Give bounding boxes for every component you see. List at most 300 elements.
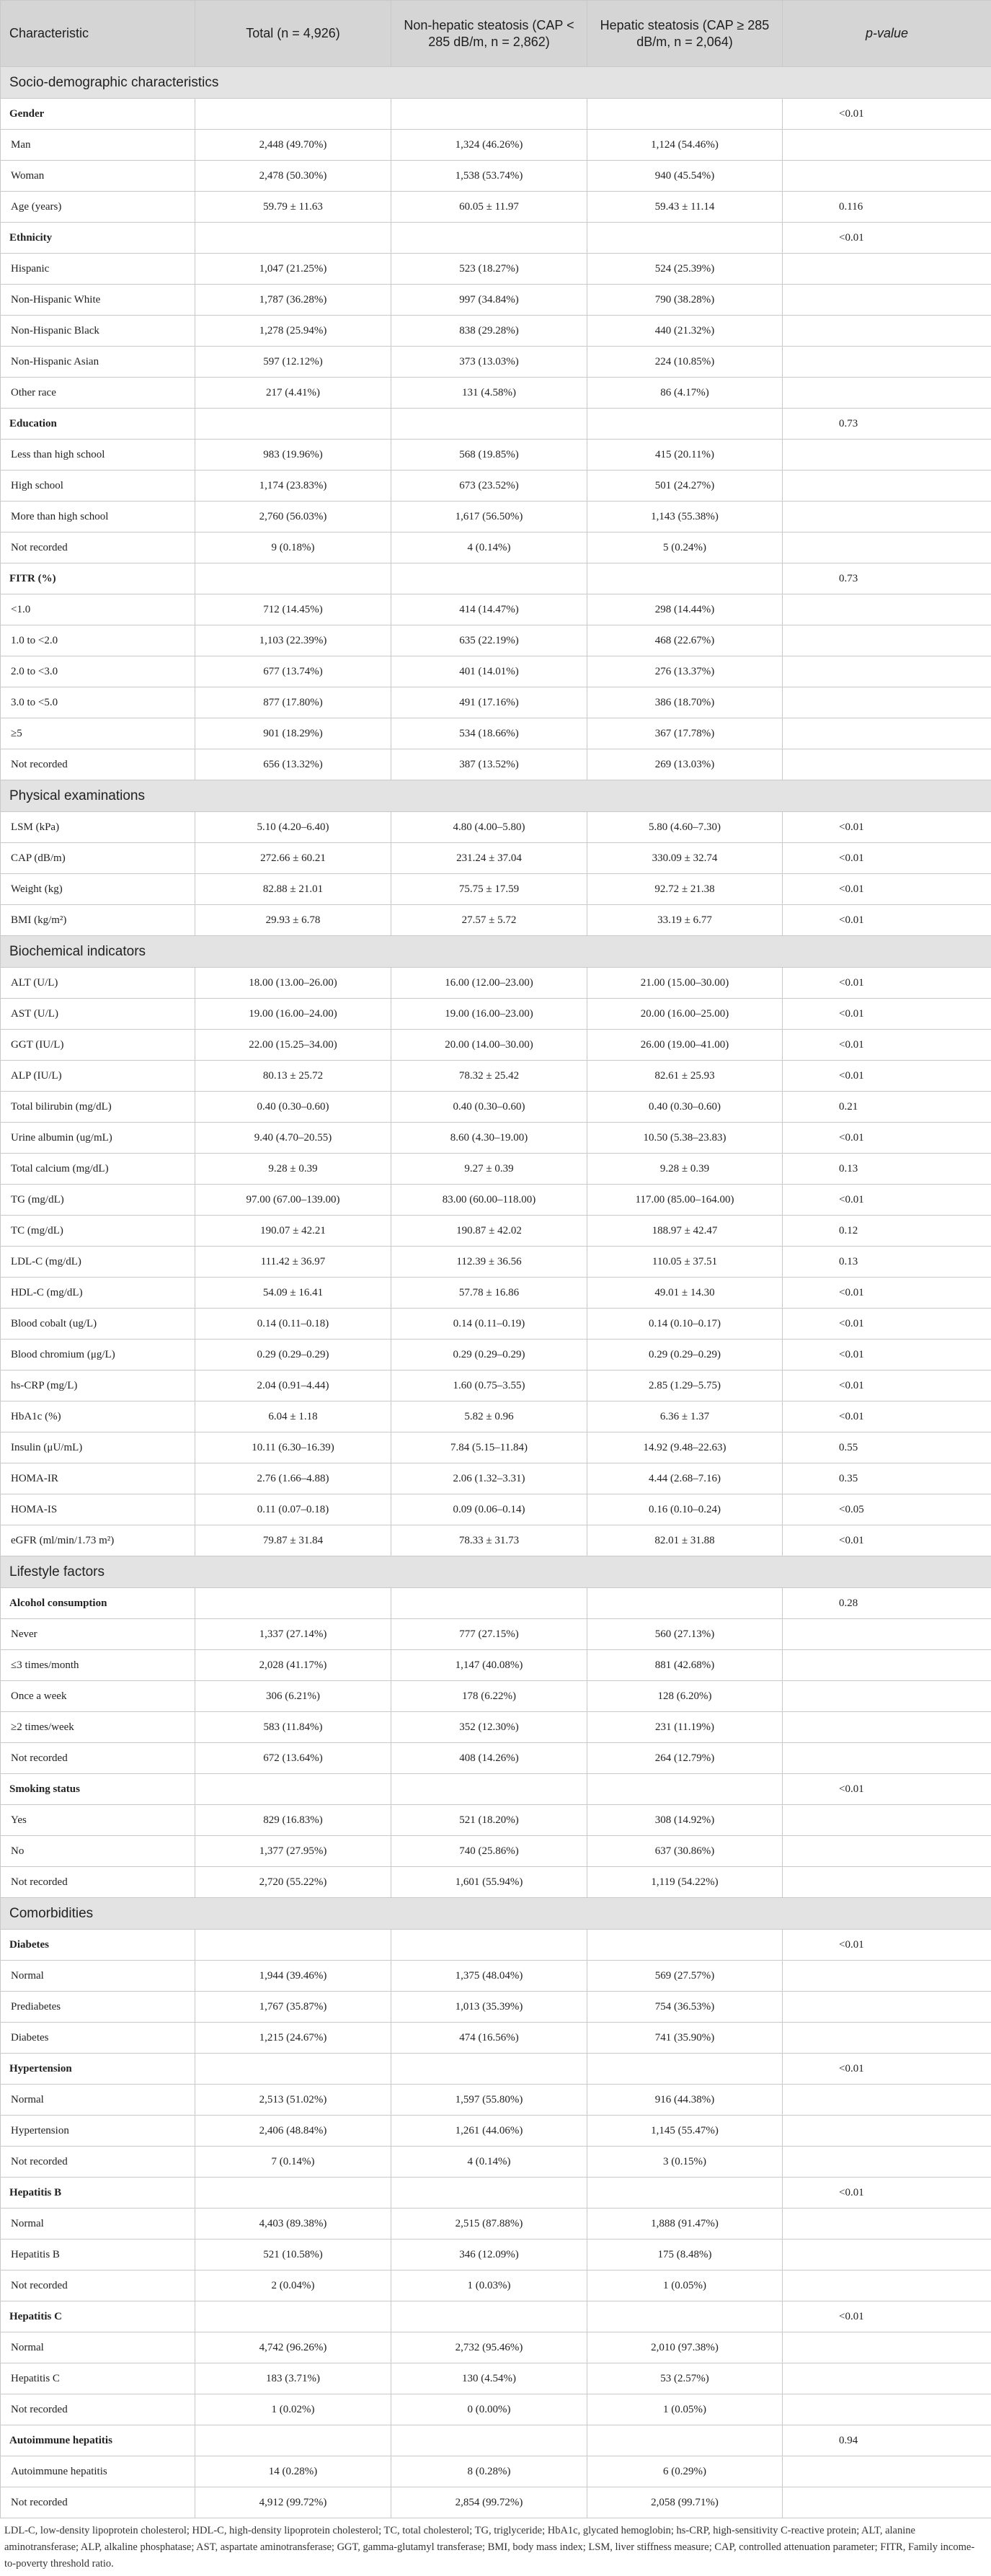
- non-hepatic-cell: [391, 2425, 587, 2456]
- table-row: [1, 2023, 991, 2054]
- total-cell: 59.79 ± 11.63: [195, 192, 391, 223]
- header-hepatic: Hepatic steatosis (CAP ≥ 285 dB/m, n = 2,064): [587, 1, 783, 67]
- section-title: Biochemical indicators: [1, 936, 991, 968]
- hepatic-cell: 0.40 (0.30–0.60): [587, 1092, 783, 1123]
- section-title: Socio-demographic characteristics: [1, 67, 991, 99]
- total-cell: [195, 1930, 391, 1961]
- non-hepatic-cell: 0 (0.00%): [391, 2394, 587, 2425]
- table-row: [1, 130, 991, 161]
- row-label: Hepatitis C: [1, 2301, 195, 2332]
- hepatic-cell: 754 (36.53%): [587, 1992, 783, 2023]
- total-cell: 583 (11.84%): [195, 1712, 391, 1743]
- header-row: [1, 1, 991, 67]
- non-hepatic-cell: 8.60 (4.30–19.00): [391, 1123, 587, 1154]
- non-hepatic-cell: 997 (34.84%): [391, 285, 587, 316]
- hepatic-cell: 501 (24.27%): [587, 471, 783, 502]
- group-row: [1, 223, 991, 254]
- total-cell: 19.00 (16.00–24.00): [195, 999, 391, 1030]
- non-hepatic-cell: 1,538 (53.74%): [391, 161, 587, 192]
- table-row: [1, 1805, 991, 1836]
- non-hepatic-cell: 534 (18.66%): [391, 718, 587, 749]
- total-cell: 111.42 ± 36.97: [195, 1247, 391, 1278]
- header-total: Total (n = 4,926): [195, 1, 391, 67]
- pvalue-cell: [783, 2456, 991, 2487]
- hepatic-cell: 0.29 (0.29–0.29): [587, 1340, 783, 1371]
- pvalue-cell: [783, 2209, 991, 2239]
- table-row: [1, 2116, 991, 2147]
- row-label: Smoking status: [1, 1774, 195, 1805]
- row-label: ≤3 times/month: [1, 1650, 195, 1681]
- total-cell: 29.93 ± 6.78: [195, 905, 391, 936]
- table-row: [1, 999, 991, 1030]
- row-label: Total bilirubin (mg/dL): [1, 1092, 195, 1123]
- total-cell: 1,215 (24.67%): [195, 2023, 391, 2054]
- non-hepatic-cell: [391, 223, 587, 254]
- table-row: [1, 2239, 991, 2270]
- total-cell: 1,278 (25.94%): [195, 316, 391, 347]
- row-label: Once a week: [1, 1681, 195, 1712]
- non-hepatic-cell: 521 (18.20%): [391, 1805, 587, 1836]
- total-cell: 2,760 (56.03%): [195, 502, 391, 532]
- row-label: HOMA-IS: [1, 1494, 195, 1525]
- non-hepatic-cell: 414 (14.47%): [391, 594, 587, 625]
- non-hepatic-cell: 16.00 (12.00–23.00): [391, 968, 587, 999]
- hepatic-cell: 264 (12.79%): [587, 1743, 783, 1774]
- row-label: ≥2 times/week: [1, 1712, 195, 1743]
- non-hepatic-cell: 112.39 ± 36.56: [391, 1247, 587, 1278]
- table-body: [1, 67, 991, 2518]
- total-cell: 97.00 (67.00–139.00): [195, 1185, 391, 1216]
- row-label: Not recorded: [1, 2394, 195, 2425]
- section-row: [1, 67, 991, 99]
- row-label: Hypertension: [1, 2116, 195, 2147]
- row-label: Less than high school: [1, 440, 195, 471]
- table-row: [1, 532, 991, 563]
- row-label: TC (mg/dL): [1, 1216, 195, 1247]
- non-hepatic-cell: [391, 1930, 587, 1961]
- table-row: [1, 1961, 991, 1992]
- table-row: [1, 502, 991, 532]
- non-hepatic-cell: [391, 409, 587, 440]
- non-hepatic-cell: 1,013 (35.39%): [391, 1992, 587, 2023]
- hepatic-cell: 569 (27.57%): [587, 1961, 783, 1992]
- pvalue-cell: <0.05: [783, 1494, 991, 1525]
- total-cell: 1 (0.02%): [195, 2394, 391, 2425]
- non-hepatic-cell: 4 (0.14%): [391, 2147, 587, 2178]
- pvalue-cell: [783, 1961, 991, 1992]
- hepatic-cell: [587, 2178, 783, 2209]
- table-row: [1, 843, 991, 874]
- table-row: [1, 2487, 991, 2518]
- pvalue-cell: [783, 2023, 991, 2054]
- pvalue-cell: [783, 2270, 991, 2301]
- pvalue-cell: <0.01: [783, 2301, 991, 2332]
- total-cell: 1,337 (27.14%): [195, 1619, 391, 1650]
- row-label: ALP (IU/L): [1, 1061, 195, 1092]
- total-cell: 4,403 (89.38%): [195, 2209, 391, 2239]
- non-hepatic-cell: 57.78 ± 16.86: [391, 1278, 587, 1309]
- hepatic-cell: 231 (11.19%): [587, 1712, 783, 1743]
- row-label: HDL-C (mg/dL): [1, 1278, 195, 1309]
- table-row: [1, 161, 991, 192]
- hepatic-cell: 0.16 (0.10–0.24): [587, 1494, 783, 1525]
- pvalue-cell: [783, 625, 991, 656]
- total-cell: 656 (13.32%): [195, 749, 391, 780]
- table-row: [1, 192, 991, 223]
- hepatic-cell: 308 (14.92%): [587, 1805, 783, 1836]
- hepatic-cell: 59.43 ± 11.14: [587, 192, 783, 223]
- row-label: HOMA-IR: [1, 1463, 195, 1494]
- hepatic-cell: 82.61 ± 25.93: [587, 1061, 783, 1092]
- pvalue-cell: <0.01: [783, 1309, 991, 1340]
- row-label: Normal: [1, 2085, 195, 2116]
- pvalue-cell: [783, 502, 991, 532]
- hepatic-cell: 224 (10.85%): [587, 347, 783, 378]
- total-cell: 5.10 (4.20–6.40): [195, 812, 391, 843]
- hepatic-cell: 128 (6.20%): [587, 1681, 783, 1712]
- table-row: [1, 1743, 991, 1774]
- non-hepatic-cell: 1,324 (46.26%): [391, 130, 587, 161]
- hepatic-cell: [587, 563, 783, 594]
- total-cell: 983 (19.96%): [195, 440, 391, 471]
- total-cell: 597 (12.12%): [195, 347, 391, 378]
- row-label: GGT (IU/L): [1, 1030, 195, 1061]
- hepatic-cell: 49.01 ± 14.30: [587, 1278, 783, 1309]
- table-row: [1, 2394, 991, 2425]
- total-cell: 79.87 ± 31.84: [195, 1525, 391, 1556]
- total-cell: [195, 2425, 391, 2456]
- table-row: [1, 2363, 991, 2394]
- total-cell: 2,028 (41.17%): [195, 1650, 391, 1681]
- row-label: Total calcium (mg/dL): [1, 1154, 195, 1185]
- row-label: TG (mg/dL): [1, 1185, 195, 1216]
- row-label: Blood chromium (μg/L): [1, 1340, 195, 1371]
- table-row: [1, 1123, 991, 1154]
- non-hepatic-cell: 635 (22.19%): [391, 625, 587, 656]
- row-label: ≥5: [1, 718, 195, 749]
- hepatic-cell: 188.97 ± 42.47: [587, 1216, 783, 1247]
- non-hepatic-cell: 373 (13.03%): [391, 347, 587, 378]
- pvalue-cell: [783, 1743, 991, 1774]
- non-hepatic-cell: 474 (16.56%): [391, 2023, 587, 2054]
- group-row: [1, 409, 991, 440]
- pvalue-cell: 0.55: [783, 1432, 991, 1463]
- group-row: [1, 1930, 991, 1961]
- row-label: Yes: [1, 1805, 195, 1836]
- row-label: No: [1, 1836, 195, 1867]
- hepatic-cell: 110.05 ± 37.51: [587, 1247, 783, 1278]
- table-row: [1, 1247, 991, 1278]
- total-cell: [195, 2178, 391, 2209]
- hepatic-cell: [587, 1588, 783, 1619]
- section-title: Physical examinations: [1, 780, 991, 812]
- pvalue-cell: <0.01: [783, 1930, 991, 1961]
- hepatic-cell: 560 (27.13%): [587, 1619, 783, 1650]
- total-cell: 712 (14.45%): [195, 594, 391, 625]
- total-cell: 306 (6.21%): [195, 1681, 391, 1712]
- table-row: [1, 812, 991, 843]
- hepatic-cell: 33.19 ± 6.77: [587, 905, 783, 936]
- hepatic-cell: 0.14 (0.10–0.17): [587, 1309, 783, 1340]
- pvalue-cell: [783, 161, 991, 192]
- section-row: [1, 1556, 991, 1588]
- pvalue-cell: <0.01: [783, 99, 991, 130]
- row-label: Normal: [1, 2209, 195, 2239]
- group-row: [1, 2425, 991, 2456]
- section-title: Lifestyle factors: [1, 1556, 991, 1588]
- total-cell: 9.40 (4.70–20.55): [195, 1123, 391, 1154]
- hepatic-cell: 1 (0.05%): [587, 2394, 783, 2425]
- row-label: LSM (kPa): [1, 812, 195, 843]
- table-row: [1, 2332, 991, 2363]
- hepatic-cell: 741 (35.90%): [587, 2023, 783, 2054]
- total-cell: 7 (0.14%): [195, 2147, 391, 2178]
- row-label: Woman: [1, 161, 195, 192]
- table-row: [1, 378, 991, 409]
- non-hepatic-cell: 78.33 ± 31.73: [391, 1525, 587, 1556]
- non-hepatic-cell: 838 (29.28%): [391, 316, 587, 347]
- pvalue-cell: [783, 749, 991, 780]
- total-cell: 521 (10.58%): [195, 2239, 391, 2270]
- pvalue-cell: [783, 130, 991, 161]
- hepatic-cell: [587, 99, 783, 130]
- section-title: Comorbidities: [1, 1898, 991, 1930]
- hepatic-cell: 881 (42.68%): [587, 1650, 783, 1681]
- non-hepatic-cell: 673 (23.52%): [391, 471, 587, 502]
- pvalue-cell: <0.01: [783, 1401, 991, 1432]
- total-cell: 4,912 (99.72%): [195, 2487, 391, 2518]
- total-cell: 2,720 (55.22%): [195, 1867, 391, 1898]
- non-hepatic-cell: 27.57 ± 5.72: [391, 905, 587, 936]
- table-row: [1, 1340, 991, 1371]
- pvalue-cell: 0.73: [783, 409, 991, 440]
- total-cell: 217 (4.41%): [195, 378, 391, 409]
- hepatic-cell: 916 (44.38%): [587, 2085, 783, 2116]
- non-hepatic-cell: 20.00 (14.00–30.00): [391, 1030, 587, 1061]
- hepatic-cell: 14.92 (9.48–22.63): [587, 1432, 783, 1463]
- pvalue-cell: 0.21: [783, 1092, 991, 1123]
- row-label: Hypertension: [1, 2054, 195, 2085]
- pvalue-cell: <0.01: [783, 905, 991, 936]
- group-row: [1, 99, 991, 130]
- non-hepatic-cell: 131 (4.58%): [391, 378, 587, 409]
- non-hepatic-cell: 2,515 (87.88%): [391, 2209, 587, 2239]
- table-row: [1, 1650, 991, 1681]
- hepatic-cell: 1,888 (91.47%): [587, 2209, 783, 2239]
- table-row: [1, 1185, 991, 1216]
- table-row: [1, 687, 991, 718]
- table-footnote: LDL-C, low-density lipoprotein cholesterol; HDL-C, high-density lipoprotein cholesterol; TC, total cholesterol; TG, triglyceride; HbA1c, glycated hemoglobin; hs-CRP, high-sensitivity C-reactive protein; ALT, alanine aminotransferase; ALP, alkaline phosphatase; AST, aspartate aminotransferase; GGT, gamma-glutamyl transferase; BMI, body mass index; LSM, liver stiffness measure; CAP, controlled attenuation parameter; FITR, Family income-to-poverty threshold ratio.: [4, 2525, 975, 2570]
- pvalue-cell: <0.01: [783, 843, 991, 874]
- non-hepatic-cell: 83.00 (60.00–118.00): [391, 1185, 587, 1216]
- row-label: Man: [1, 130, 195, 161]
- pvalue-cell: [783, 316, 991, 347]
- table-row: [1, 1992, 991, 2023]
- total-cell: [195, 1774, 391, 1805]
- total-cell: 18.00 (13.00–26.00): [195, 968, 391, 999]
- pvalue-cell: [783, 285, 991, 316]
- non-hepatic-cell: 1,617 (56.50%): [391, 502, 587, 532]
- total-cell: 672 (13.64%): [195, 1743, 391, 1774]
- row-label: Normal: [1, 1961, 195, 1992]
- total-cell: [195, 99, 391, 130]
- table-row: [1, 1525, 991, 1556]
- row-label: Education: [1, 409, 195, 440]
- pvalue-cell: 0.28: [783, 1588, 991, 1619]
- section-row: [1, 936, 991, 968]
- pvalue-cell: [783, 440, 991, 471]
- non-hepatic-cell: 0.40 (0.30–0.60): [391, 1092, 587, 1123]
- table-row: [1, 1030, 991, 1061]
- row-label: Other race: [1, 378, 195, 409]
- pvalue-cell: 0.12: [783, 1216, 991, 1247]
- table-row: [1, 1432, 991, 1463]
- hepatic-cell: 6 (0.29%): [587, 2456, 783, 2487]
- table-row: [1, 718, 991, 749]
- table-row: [1, 2270, 991, 2301]
- row-label: Autoimmune hepatitis: [1, 2425, 195, 2456]
- table-row: [1, 2085, 991, 2116]
- pvalue-cell: [783, 1836, 991, 1867]
- hepatic-cell: 92.72 ± 21.38: [587, 874, 783, 905]
- non-hepatic-cell: [391, 2178, 587, 2209]
- total-cell: 0.29 (0.29–0.29): [195, 1340, 391, 1371]
- hepatic-cell: 1,145 (55.47%): [587, 2116, 783, 2147]
- row-label: Ethnicity: [1, 223, 195, 254]
- row-label: Not recorded: [1, 2270, 195, 2301]
- non-hepatic-cell: 130 (4.54%): [391, 2363, 587, 2394]
- pvalue-cell: <0.01: [783, 999, 991, 1030]
- row-label: Prediabetes: [1, 1992, 195, 2023]
- row-label: Not recorded: [1, 532, 195, 563]
- hepatic-cell: 415 (20.11%): [587, 440, 783, 471]
- total-cell: 1,377 (27.95%): [195, 1836, 391, 1867]
- total-cell: 0.14 (0.11–0.18): [195, 1309, 391, 1340]
- non-hepatic-cell: 231.24 ± 37.04: [391, 843, 587, 874]
- hepatic-cell: 1,143 (55.38%): [587, 502, 783, 532]
- non-hepatic-cell: 1.60 (0.75–3.55): [391, 1371, 587, 1401]
- row-label: Not recorded: [1, 1743, 195, 1774]
- total-cell: 2,406 (48.84%): [195, 2116, 391, 2147]
- row-label: Urine albumin (ug/mL): [1, 1123, 195, 1154]
- hepatic-cell: 4.44 (2.68–7.16): [587, 1463, 783, 1494]
- total-cell: 2.76 (1.66–4.88): [195, 1463, 391, 1494]
- non-hepatic-cell: 60.05 ± 11.97: [391, 192, 587, 223]
- row-label: 2.0 to <3.0: [1, 656, 195, 687]
- total-cell: 2,513 (51.02%): [195, 2085, 391, 2116]
- hepatic-cell: 330.09 ± 32.74: [587, 843, 783, 874]
- table-row: [1, 1371, 991, 1401]
- total-cell: 9.28 ± 0.39: [195, 1154, 391, 1185]
- pvalue-cell: [783, 2239, 991, 2270]
- non-hepatic-cell: 1,601 (55.94%): [391, 1867, 587, 1898]
- pvalue-cell: <0.01: [783, 2178, 991, 2209]
- table-row: [1, 1712, 991, 1743]
- non-hepatic-cell: 401 (14.01%): [391, 656, 587, 687]
- total-cell: 901 (18.29%): [195, 718, 391, 749]
- non-hepatic-cell: 4.80 (4.00–5.80): [391, 812, 587, 843]
- pvalue-cell: <0.01: [783, 968, 991, 999]
- hepatic-cell: [587, 409, 783, 440]
- pvalue-cell: 0.13: [783, 1247, 991, 1278]
- row-label: More than high school: [1, 502, 195, 532]
- non-hepatic-cell: [391, 2054, 587, 2085]
- table-row: [1, 905, 991, 936]
- non-hepatic-cell: [391, 1774, 587, 1805]
- hepatic-cell: 2,058 (99.71%): [587, 2487, 783, 2518]
- pvalue-cell: 0.35: [783, 1463, 991, 1494]
- table-row: [1, 749, 991, 780]
- pvalue-cell: <0.01: [783, 1525, 991, 1556]
- non-hepatic-cell: [391, 2301, 587, 2332]
- table-row: [1, 1681, 991, 1712]
- total-cell: 4,742 (96.26%): [195, 2332, 391, 2363]
- non-hepatic-cell: 2,854 (99.72%): [391, 2487, 587, 2518]
- row-label: Insulin (μU/mL): [1, 1432, 195, 1463]
- row-label: FITR (%): [1, 563, 195, 594]
- hepatic-cell: 2,010 (97.38%): [587, 2332, 783, 2363]
- total-cell: 2,478 (50.30%): [195, 161, 391, 192]
- row-label: Non-Hispanic Black: [1, 316, 195, 347]
- row-label: LDL-C (mg/dL): [1, 1247, 195, 1278]
- total-cell: 1,767 (35.87%): [195, 1992, 391, 2023]
- hepatic-cell: 790 (38.28%): [587, 285, 783, 316]
- row-label: High school: [1, 471, 195, 502]
- table-row: [1, 1836, 991, 1867]
- total-cell: 54.09 ± 16.41: [195, 1278, 391, 1309]
- hepatic-cell: 117.00 (85.00–164.00): [587, 1185, 783, 1216]
- group-row: [1, 1774, 991, 1805]
- pvalue-cell: 0.94: [783, 2425, 991, 2456]
- non-hepatic-cell: 352 (12.30%): [391, 1712, 587, 1743]
- row-label: Blood cobalt (ug/L): [1, 1309, 195, 1340]
- table-row: [1, 1401, 991, 1432]
- total-cell: 22.00 (15.25–34.00): [195, 1030, 391, 1061]
- row-label: CAP (dB/m): [1, 843, 195, 874]
- hepatic-cell: 1,124 (54.46%): [587, 130, 783, 161]
- total-cell: 1,174 (23.83%): [195, 471, 391, 502]
- hepatic-cell: 468 (22.67%): [587, 625, 783, 656]
- non-hepatic-cell: 1,597 (55.80%): [391, 2085, 587, 2116]
- hepatic-cell: 21.00 (15.00–30.00): [587, 968, 783, 999]
- table-row: [1, 285, 991, 316]
- total-cell: 9 (0.18%): [195, 532, 391, 563]
- pvalue-cell: <0.01: [783, 1774, 991, 1805]
- total-cell: 829 (16.83%): [195, 1805, 391, 1836]
- section-row: [1, 1898, 991, 1930]
- pvalue-cell: 0.116: [783, 192, 991, 223]
- table-row: [1, 1061, 991, 1092]
- pvalue-cell: [783, 347, 991, 378]
- table-row: [1, 440, 991, 471]
- pvalue-cell: [783, 1992, 991, 2023]
- pvalue-cell: [783, 378, 991, 409]
- pvalue-cell: <0.01: [783, 1061, 991, 1092]
- hepatic-cell: 10.50 (5.38–23.83): [587, 1123, 783, 1154]
- table-row: [1, 1463, 991, 1494]
- total-cell: 1,944 (39.46%): [195, 1961, 391, 1992]
- row-label: 3.0 to <5.0: [1, 687, 195, 718]
- total-cell: 6.04 ± 1.18: [195, 1401, 391, 1432]
- row-label: Non-Hispanic White: [1, 285, 195, 316]
- row-label: Normal: [1, 2332, 195, 2363]
- hepatic-cell: 5.80 (4.60–7.30): [587, 812, 783, 843]
- hepatic-cell: [587, 1774, 783, 1805]
- row-label: Non-Hispanic Asian: [1, 347, 195, 378]
- row-label: Diabetes: [1, 1930, 195, 1961]
- table-row: [1, 594, 991, 625]
- table-row: [1, 2456, 991, 2487]
